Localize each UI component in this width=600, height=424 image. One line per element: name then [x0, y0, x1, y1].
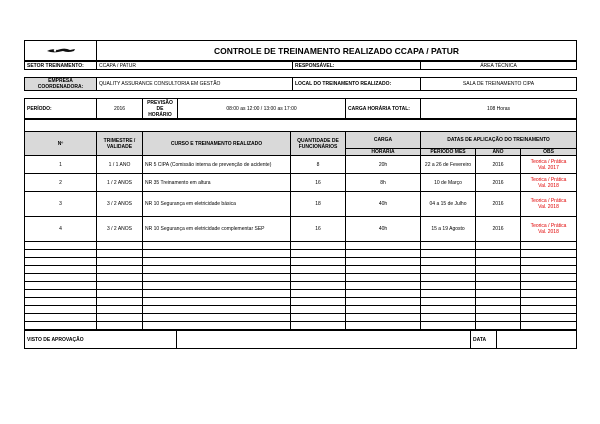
- empty-cell: [476, 298, 521, 306]
- empty-cell: [291, 298, 346, 306]
- empty-cell: [521, 250, 577, 258]
- row-quantidade: 16: [291, 217, 346, 242]
- empty-cell: [143, 250, 291, 258]
- empty-cell: [25, 274, 97, 282]
- empty-cell: [25, 306, 97, 314]
- col-datas: DATAS DE APLICAÇÃO DO TREINAMENTO: [421, 132, 577, 149]
- carga-total-value: 108 Horas: [421, 99, 577, 119]
- empty-row: [25, 258, 577, 266]
- row-num: 1: [25, 156, 97, 174]
- col-obs: OBS: [521, 149, 577, 156]
- company-logo-icon: [46, 47, 76, 54]
- obs-validity: Val. 2017: [538, 164, 559, 171]
- obs-validity: Val. 2018: [538, 182, 559, 189]
- empty-row: [25, 290, 577, 298]
- empty-cell: [291, 282, 346, 290]
- empty-cell: [97, 282, 143, 290]
- training-control-sheet: [24, 40, 576, 349]
- empty-cell: [25, 266, 97, 274]
- empresa-row: [24, 77, 577, 91]
- row-quantidade: 16: [291, 174, 346, 192]
- empty-cell: [421, 282, 476, 290]
- empty-cell: [346, 306, 421, 314]
- empresa-value: QUALITY ASSURANCE CONSULTORIA EM GESTÃO: [97, 78, 293, 91]
- empty-cell: [25, 298, 97, 306]
- table-row: [25, 192, 577, 217]
- row-trimestre: 3 / 2 ANOS: [97, 192, 143, 217]
- row-carga: 8h: [346, 174, 421, 192]
- empty-cell: [346, 298, 421, 306]
- row-obs: [521, 156, 577, 174]
- col-quantidade: QUANTIDADE DE FUNCIONÁRIOS: [291, 132, 346, 156]
- empty-cell: [143, 282, 291, 290]
- empty-row: [25, 282, 577, 290]
- empty-cell: [521, 322, 577, 330]
- row-obs: [521, 192, 577, 217]
- empty-cell: [421, 298, 476, 306]
- empty-cell: [97, 314, 143, 322]
- logo-cell: [25, 41, 97, 61]
- row-obs: [521, 174, 577, 192]
- empty-row: [25, 242, 577, 250]
- row-trimestre: 3 / 2 ANOS: [97, 217, 143, 242]
- empty-cell: [143, 306, 291, 314]
- row-ano: 2016: [476, 174, 521, 192]
- empty-cell: [346, 314, 421, 322]
- row-carga: 40h: [346, 192, 421, 217]
- col-ano: ANO: [476, 149, 521, 156]
- empresa-label: EMPRESA COORDENADORA:: [25, 78, 97, 91]
- obs-validity: Val. 2018: [538, 204, 559, 210]
- empty-cell: [143, 290, 291, 298]
- empty-cell: [97, 274, 143, 282]
- row-quantidade: 18: [291, 192, 346, 217]
- obs-type: Teorica / Prática: [530, 176, 567, 183]
- empty-cell: [25, 250, 97, 258]
- empty-cell: [476, 314, 521, 322]
- empty-cell: [25, 258, 97, 266]
- empty-cell: [421, 274, 476, 282]
- empty-cell: [346, 242, 421, 250]
- obs-type: Teorica / Prática: [530, 198, 567, 204]
- empty-cell: [346, 266, 421, 274]
- row-periodo: 15 a 19 Agosto: [421, 217, 476, 242]
- empty-cell: [476, 282, 521, 290]
- row-trimestre: 1 / 1 ANO: [97, 156, 143, 174]
- empty-cell: [291, 290, 346, 298]
- visto-signature-field[interactable]: [177, 331, 471, 349]
- empty-cell: [143, 322, 291, 330]
- empty-row: [25, 314, 577, 322]
- empty-cell: [25, 322, 97, 330]
- empty-cell: [143, 266, 291, 274]
- row-quantidade: 8: [291, 156, 346, 174]
- empty-cell: [291, 266, 346, 274]
- row-num: 2: [25, 174, 97, 192]
- empty-cell: [476, 266, 521, 274]
- row-ano: 2016: [476, 217, 521, 242]
- empty-cell: [521, 306, 577, 314]
- row-periodo: 10 de Março: [421, 174, 476, 192]
- row-curso: NR 10 Segurança em eletricidade básica: [143, 192, 291, 217]
- empty-cell: [25, 290, 97, 298]
- empty-row: [25, 298, 577, 306]
- empty-row: [25, 306, 577, 314]
- row-trimestre: 1 / 2 ANOS: [97, 174, 143, 192]
- empty-cell: [291, 274, 346, 282]
- row-obs: [521, 217, 577, 242]
- empty-cell: [521, 258, 577, 266]
- carga-total-label: CARGA HORÁRIA TOTAL:: [346, 99, 421, 119]
- empty-cell: [346, 258, 421, 266]
- empty-cell: [521, 314, 577, 322]
- empty-cell: [291, 322, 346, 330]
- empty-cell: [97, 250, 143, 258]
- table-row: [25, 174, 577, 192]
- empty-cell: [521, 290, 577, 298]
- row-num: 3: [25, 192, 97, 217]
- empty-cell: [291, 250, 346, 258]
- local-label: LOCAL DO TREINAMENTO REALIZADO:: [293, 78, 421, 91]
- col-num: Nº: [25, 132, 97, 156]
- previsao-label: PREVISÃO DE HORÁRIO: [143, 99, 178, 119]
- row-ano: 2016: [476, 156, 521, 174]
- empty-cell: [476, 306, 521, 314]
- empty-cell: [97, 290, 143, 298]
- empty-cell: [97, 298, 143, 306]
- empty-row: [25, 274, 577, 282]
- empty-cell: [421, 250, 476, 258]
- area-label: ÁREA TÉCNICA: [421, 62, 577, 70]
- empty-cell: [143, 242, 291, 250]
- training-table: [24, 119, 577, 330]
- empty-cell: [476, 242, 521, 250]
- setor-label: SETOR TREINAMENTO:: [25, 62, 97, 70]
- empty-cell: [25, 282, 97, 290]
- empty-cell: [521, 282, 577, 290]
- horario-value: 08:00 as 12:00 / 13:00 as 17:00: [178, 99, 346, 119]
- empty-cell: [25, 242, 97, 250]
- spacer-row: [25, 120, 577, 132]
- empty-cell: [346, 250, 421, 258]
- empty-cell: [521, 266, 577, 274]
- empty-rows: [25, 242, 577, 330]
- empty-cell: [521, 242, 577, 250]
- empty-row: [25, 266, 577, 274]
- empty-cell: [421, 306, 476, 314]
- empty-cell: [346, 322, 421, 330]
- responsavel-label: RESPONSÁVEL:: [293, 62, 421, 70]
- empty-cell: [97, 266, 143, 274]
- obs-type: Teorica / Prática: [530, 158, 567, 165]
- empty-cell: [291, 314, 346, 322]
- obs-type: Teorica / Prática: [530, 223, 567, 229]
- col-trimestre: TRIMESTRE / VALIDADE: [97, 132, 143, 156]
- empty-cell: [476, 322, 521, 330]
- empty-cell: [291, 306, 346, 314]
- row-ano: 2016: [476, 192, 521, 217]
- empty-cell: [421, 242, 476, 250]
- setor-row: [24, 61, 577, 70]
- empty-cell: [421, 322, 476, 330]
- empty-cell: [521, 274, 577, 282]
- obs-validity: Val. 2018: [538, 229, 559, 235]
- empty-cell: [25, 314, 97, 322]
- row-carga: 40h: [346, 217, 421, 242]
- empty-cell: [421, 266, 476, 274]
- periodo-label: PERÍODO:: [25, 99, 97, 119]
- empty-cell: [291, 258, 346, 266]
- empty-cell: [421, 290, 476, 298]
- col-horaria: HORÁRIA: [346, 149, 421, 156]
- col-carga: CARGA: [346, 132, 421, 149]
- table-row: [25, 156, 577, 174]
- empty-cell: [421, 258, 476, 266]
- empty-row: [25, 322, 577, 330]
- title-table: [24, 40, 577, 61]
- empty-cell: [346, 282, 421, 290]
- col-periodo-mes: PERÍODO MÊS: [421, 149, 476, 156]
- empty-cell: [476, 290, 521, 298]
- col-curso: CURSO E TREINAMENTO REALIZADO: [143, 132, 291, 156]
- empty-cell: [97, 322, 143, 330]
- empty-cell: [143, 258, 291, 266]
- row-curso: NR 5 CIPA (Comissão interna de prevenção de acidente): [143, 156, 291, 174]
- row-carga: 20h: [346, 156, 421, 174]
- row-periodo: 04 a 15 de Julho: [421, 192, 476, 217]
- empty-cell: [346, 290, 421, 298]
- empty-cell: [346, 274, 421, 282]
- date-field[interactable]: [497, 331, 577, 349]
- periodo-row: [24, 98, 577, 119]
- empty-cell: [97, 258, 143, 266]
- row-curso: NR 35 Treinamento em altura: [143, 174, 291, 192]
- empty-cell: [476, 258, 521, 266]
- row-periodo: 22 a 26 de Fevereiro: [421, 156, 476, 174]
- footer-table: [24, 330, 577, 349]
- empty-cell: [476, 250, 521, 258]
- empty-cell: [143, 298, 291, 306]
- data-label: DATA: [471, 331, 497, 349]
- visto-label: VISTO DE APROVAÇÃO: [25, 331, 177, 349]
- empty-cell: [143, 314, 291, 322]
- empty-cell: [291, 242, 346, 250]
- periodo-value: 2016: [97, 99, 143, 119]
- empty-cell: [521, 298, 577, 306]
- empty-row: [25, 250, 577, 258]
- row-curso: NR 10 Segurança em eletricidade complementar SEP: [143, 217, 291, 242]
- row-num: 4: [25, 217, 97, 242]
- table-row: [25, 217, 577, 242]
- setor-value: CCAPA / PATUR: [97, 62, 293, 70]
- empty-cell: [421, 314, 476, 322]
- empty-cell: [97, 306, 143, 314]
- empty-cell: [97, 242, 143, 250]
- local-value: SALA DE TREINAMENTO CIPA: [421, 78, 577, 91]
- empty-cell: [143, 274, 291, 282]
- page-title: CONTROLE DE TREINAMENTO REALIZADO CCAPA / PATUR: [97, 41, 577, 61]
- empty-cell: [476, 274, 521, 282]
